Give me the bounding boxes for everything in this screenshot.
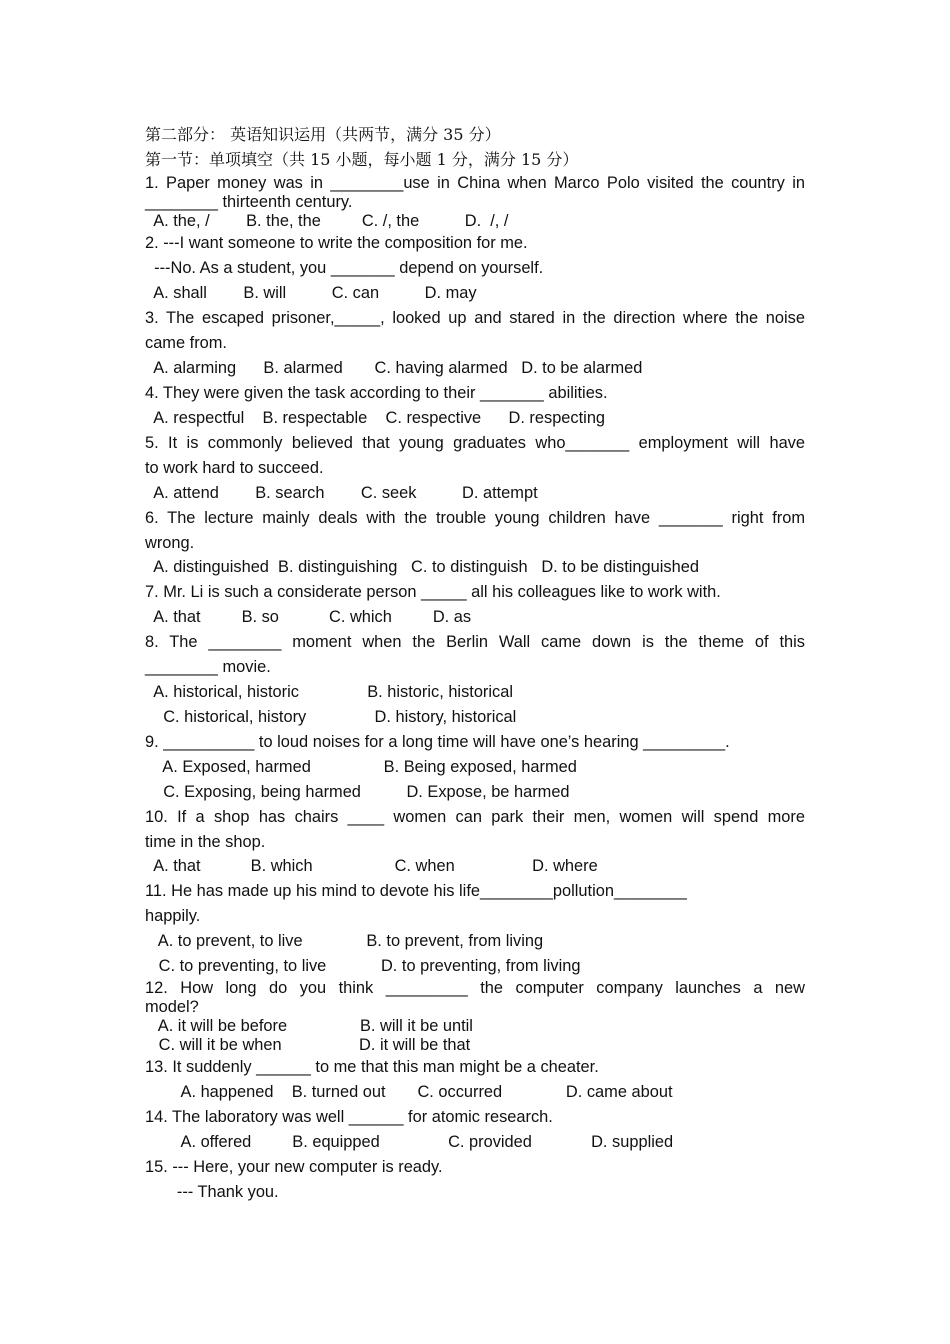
question-13-options: A. happened B. turned out C. occurred D. came about bbox=[145, 1083, 673, 1101]
question-10-line-2: time in the shop. bbox=[145, 833, 266, 851]
question-10-line-1: 10. If a shop has chairs ____ women can park their men, women will spend more bbox=[145, 808, 805, 826]
question-1-line-2: ________ thirteenth century. bbox=[145, 193, 353, 211]
question-15-reply: --- Thank you. bbox=[145, 1183, 279, 1201]
question-8-options-2: C. historical, history D. history, historical bbox=[145, 708, 517, 726]
question-4-line-1: 4. They were given the task according to their _______ abilities. bbox=[145, 384, 608, 402]
question-12-options-2: C. will it be when D. it will be that bbox=[145, 1036, 471, 1054]
question-9-line-1: 9. __________ to loud noises for a long time will have one’s hearing _________. bbox=[145, 733, 730, 751]
part-heading: 第二部分： 英语知识运用（共两节，满分 35 分） bbox=[145, 125, 501, 144]
question-3-line-1: 3. The escaped prisoner,_____, looked up and stared in the direction where the noise bbox=[145, 309, 805, 327]
question-2-line-2: ---No. As a student, you _______ depend on yourself. bbox=[145, 259, 544, 277]
question-11-options-2: C. to preventing, to live D. to preventing, from living bbox=[145, 957, 581, 975]
question-5-line-2: to work hard to succeed. bbox=[145, 459, 324, 477]
question-6-line-2: wrong. bbox=[145, 534, 195, 552]
section-heading: 第一节：单项填空（共 15 小题，每小题 1 分，满分 15 分） bbox=[145, 150, 579, 169]
question-13-line-1: 13. It suddenly ______ to me that this man might be a cheater. bbox=[145, 1058, 599, 1076]
question-12-line-2: model? bbox=[145, 998, 199, 1016]
question-1-options: A. the, / B. the, the C. /, the D. /, / bbox=[145, 212, 509, 230]
question-11-line-1: 11. He has made up his mind to devote his life________pollution________ bbox=[145, 882, 687, 900]
question-10-options: A. that B. which C. when D. where bbox=[145, 857, 598, 875]
question-8-options-1: A. historical, historic B. historic, historical bbox=[145, 683, 513, 701]
question-9-options-1: A. Exposed, harmed B. Being exposed, harmed bbox=[145, 758, 577, 776]
question-14-options: A. offered B. equipped C. provided D. supplied bbox=[145, 1133, 674, 1151]
question-12-line-1: 12. How long do you think _________ the computer company launches a new bbox=[145, 979, 805, 997]
question-7-line-1: 7. Mr. Li is such a considerate person _____ all his colleagues like to work with. bbox=[145, 583, 721, 601]
question-2-line-1: 2. ---I want someone to write the composition for me. bbox=[145, 234, 528, 252]
question-11-line-2: happily. bbox=[145, 907, 201, 925]
question-15-line-1: 15. --- Here, your new computer is ready. bbox=[145, 1158, 443, 1176]
question-7-options: A. that B. so C. which D. as bbox=[145, 608, 472, 626]
question-14-line-1: 14. The laboratory was well ______ for atomic research. bbox=[145, 1108, 553, 1126]
question-1-line-1: 1. Paper money was in ________use in China when Marco Polo visited the country in bbox=[145, 174, 805, 192]
question-12-options-1: A. it will be before B. will it be until bbox=[145, 1017, 473, 1035]
question-5-line-1: 5. It is commonly believed that young graduates who_______ employment will have bbox=[145, 434, 805, 452]
question-6-options: A. distinguished B. distinguishing C. to distinguish D. to be distinguished bbox=[145, 558, 699, 576]
question-4-options: A. respectful B. respectable C. respective D. respecting bbox=[145, 409, 606, 427]
question-2-options: A. shall B. will C. can D. may bbox=[145, 284, 477, 302]
question-3-options: A. alarming B. alarmed C. having alarmed D. to be alarmed bbox=[145, 359, 643, 377]
question-3-line-2: came from. bbox=[145, 334, 227, 352]
question-6-line-1: 6. The lecture mainly deals with the trouble young children have _______ right from bbox=[145, 509, 805, 527]
question-9-options-2: C. Exposing, being harmed D. Expose, be harmed bbox=[145, 783, 570, 801]
question-8-line-2: ________ movie. bbox=[145, 658, 271, 676]
question-5-options: A. attend B. search C. seek D. attempt bbox=[145, 484, 538, 502]
question-11-options-1: A. to prevent, to live B. to prevent, from living bbox=[145, 932, 544, 950]
question-8-line-1: 8. The ________ moment when the Berlin Wall came down is the theme of this bbox=[145, 633, 805, 651]
